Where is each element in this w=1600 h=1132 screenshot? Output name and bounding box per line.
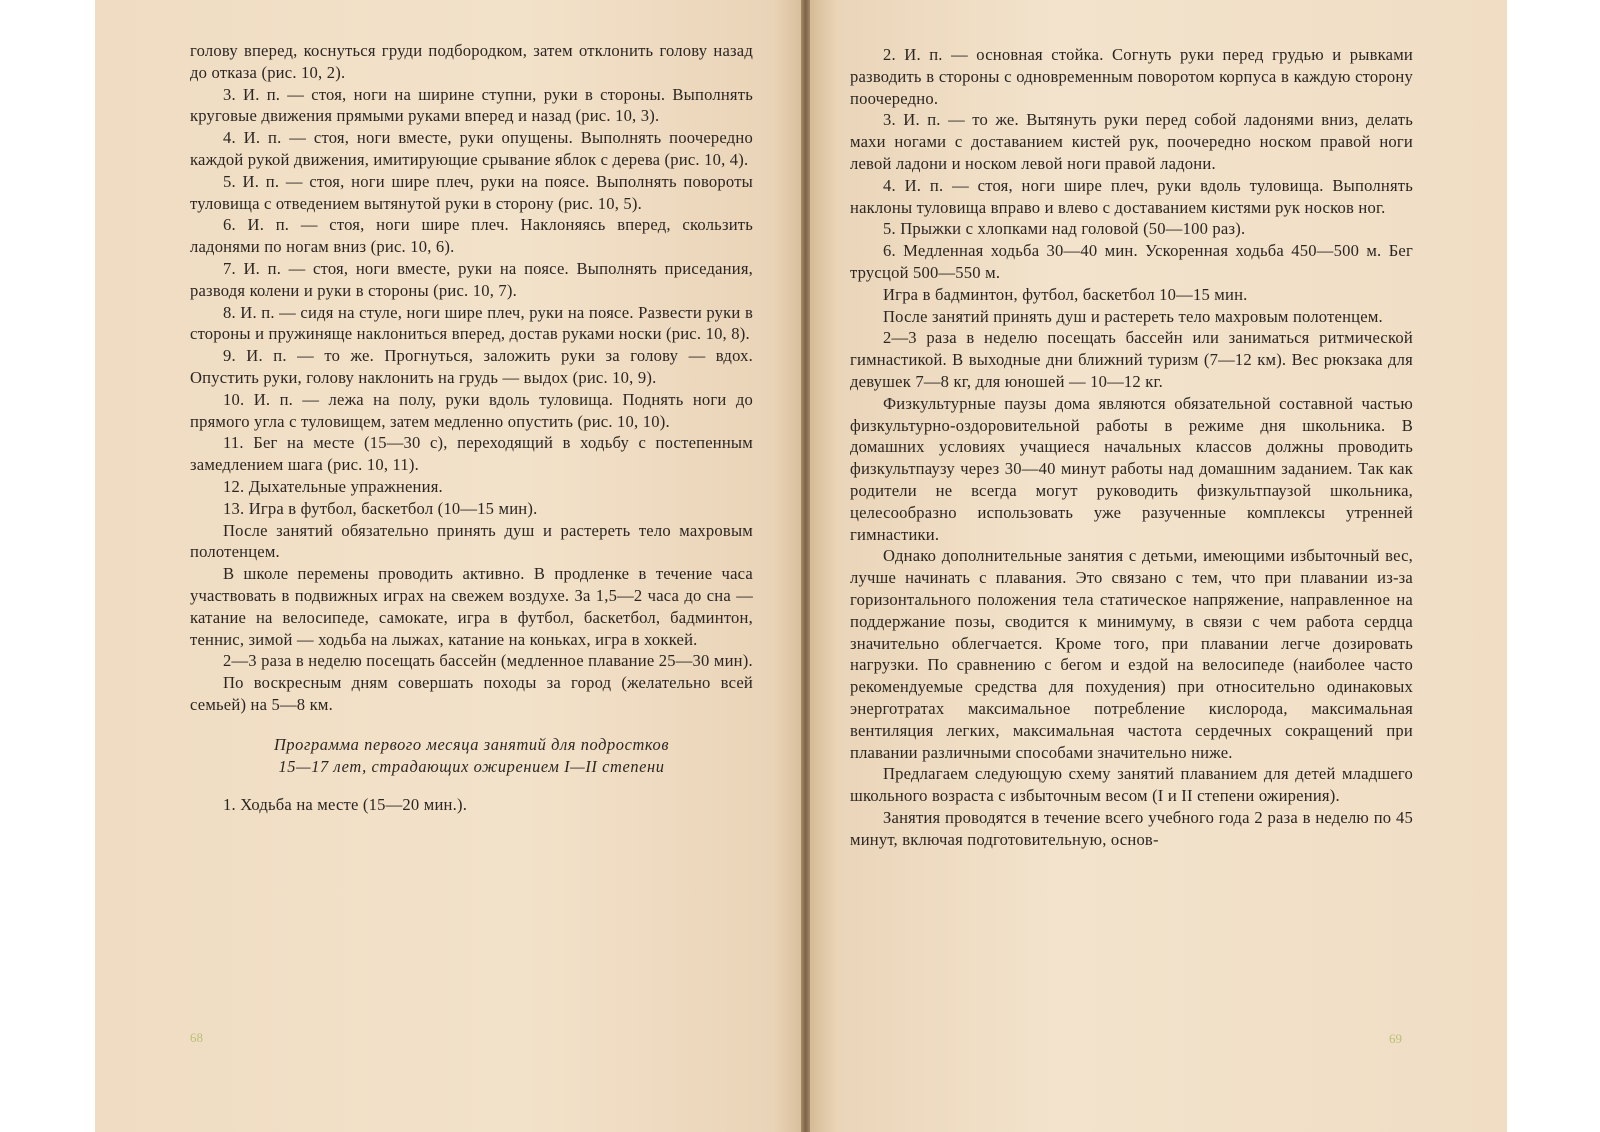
paragraph: 3. И. п. — стоя, ноги на ширине ступни, руки в стороны. Выполнять круговые движения прямыми руками вперед и назад (рис. 10, 3). <box>190 84 753 126</box>
paragraph: Физкультурные паузы дома являются обязательной составной частью физкультурно-оздоровительной работы в режиме дня школьника. В домашних условиях учащиеся начальных классов должны проводить физкультпаузу через 30—40 минут работы над домашним заданием. Так как родители не всегда могут руководить физкультпаузой школьника, целесообразно использовать уже разученные комплексы утренней гимнастики. <box>850 393 1413 544</box>
paragraph: Предлагаем следующую схему занятий плаванием для детей младшего школьного возраста с избыточным весом (I и II степени ожирения). <box>850 764 1413 806</box>
paragraph: 2—3 раза в неделю посещать бассейн или заниматься ритмической гимнастикой. В выходные дни ближний туризм (7—12 км). Вес рюкзака для девушек 7—8 кг, для юношей — 10—12 кг. <box>850 328 1413 391</box>
paragraph: После занятий обязательно принять душ и растереть тело махровым полотенцем. <box>190 520 753 562</box>
section-heading <box>190 734 753 778</box>
paragraph: Занятия проводятся в течение всего учебного года 2 раза в неделю по 45 минут, включая подготовительную, основ- <box>850 807 1413 849</box>
paragraph: 10. И. п. — лежа на полу, руки вдоль туловища. Поднять ноги до прямого угла с туловищем, затем медленно опустить (рис. 10, 10). <box>190 389 753 431</box>
paragraph: 5. И. п. — стоя, ноги шире плеч, руки на поясе. Выполнять повороты туловища с отведением вытянутой руки в сторону (рис. 10, 5). <box>190 171 753 213</box>
paragraph: 12. Дыхательные упражнения. <box>223 476 443 496</box>
paragraph: 6. И. п. — стоя, ноги шире плеч. Наклоняясь вперед, скользить ладонями по ногам вниз (рис. 10, 6). <box>190 215 753 257</box>
paragraph: 1. Ходьба на месте (15—20 мин.). <box>223 794 468 814</box>
paragraph: 2—3 раза в неделю посещать бассейн (медленное плавание 25—30 мин). <box>223 651 753 671</box>
paragraph: 3. И. п. — то же. Вытянуть руки перед собой ладонями вниз, делать махи ногами с доставанием кистей рук, поочередно носком правой ноги левой ладони и носком левой ноги правой ладони. <box>850 110 1413 173</box>
paragraph: 8. И. п. — сидя на стуле, ноги шире плеч, руки на поясе. Развести руки в стороны и пружинящe наклониться вперед, достав руками носки (рис. 10, 8). <box>190 302 753 344</box>
page-number: 68 <box>190 1030 203 1045</box>
paragraph: 6. Медленная ходьба 30—40 мин. Ускоренная ходьба 450—500 м. Бег трусцой 500—550 м. <box>850 241 1413 282</box>
book-gutter <box>801 0 810 1132</box>
paragraph: После занятий принять душ и растереть тело махровым полотенцем. <box>883 306 1383 326</box>
right-page <box>810 0 1507 1132</box>
paragraph: 7. И. п. — стоя, ноги вместе, руки на поясе. Выполнять приседания, разводя колени и руки в стороны (рис. 10, 7). <box>190 258 753 300</box>
page-number: 69 <box>1389 1031 1402 1046</box>
paragraph: 4. И. п. — стоя, ноги вместе, руки опущены. Выполнять поочередно каждой рукой движения, имитирующие срывание яблок с дерева (рис. 10, 4). <box>190 128 753 169</box>
paragraph: 4. И. п. — стоя, ноги шире плеч, руки вдоль туловища. Выполнять наклоны туловища вправо и влево с доставанием кистями рук носков ног. <box>850 175 1413 217</box>
paragraph: Игра в бадминтон, футбол, баскетбол 10—15 мин. <box>883 284 1248 304</box>
paragraph: Однако дополнительные занятия с детьми, имеющими избыточный вес, лучше начинать с плавания. Это связано с тем, что при плавании из-за горизонтального положения тела статическое напряжение, направленное на поддержание позы, сводится к минимуму, в связи с чем работа сердца значительно облегчается. Кроме того, при плавании легче дозировать нагрузки. По сравнению с бегом и ездой на велосипеде (наиболее часто рекомендуемые средства для похудения) при относительно одинаковых энерготратах максимальное потребление кислорода, максимальная вентиляция легких, максимальная частота сердечных сокращений при плавании различными способами значительно ниже. <box>850 546 1413 762</box>
paragraph: 2. И. п. — основная стойка. Согнуть руки перед грудью и рывками разводить в стороны с одновременным поворотом корпуса в каждую сторону поочередно. <box>850 45 1413 108</box>
paragraph: 5. Прыжки с хлопками над головой (50—100 раз). <box>883 219 1246 239</box>
section-heading-line: Программа первого месяца занятий для подростков <box>273 734 670 754</box>
paragraph: 9. И. п. — то же. Прогнуться, заложить руки за голову — вдох. Опустить руки, голову наклонить на грудь — выдох (рис. 10, 9). <box>190 346 753 387</box>
left-page <box>95 0 801 1132</box>
left-page-text <box>190 40 753 816</box>
paragraph: В школе перемены проводить активно. В продленке в течение часа участвовать в подвижных играх на свежем воздухе. За 1,5—2 часа до сна — катание на велосипеде, самокате, игра в футбол, баскетбол, бадминтон, теннис, зимой — ходьба на лыжах, катание на коньках, игра в хоккей. <box>190 564 753 649</box>
section-heading-line: 15—17 лет, страдающих ожирением I—II степени <box>278 756 665 776</box>
paragraph: голову вперед, коснуться груди подбородком, затем отклонить голову назад до отказа (рис. 10, 2). <box>190 41 753 82</box>
paragraph: 13. Игра в футбол, баскетбол (10—15 мин). <box>223 498 538 518</box>
right-page-text <box>850 44 1413 850</box>
paragraph: 11. Бег на месте (15—30 с), переходящий в ходьбу с постепенным замедлением шага (рис. 10, 11). <box>190 433 753 475</box>
paragraph: По воскресным дням совершать походы за город (желательно всей семьей) на 5—8 км. <box>190 673 753 714</box>
